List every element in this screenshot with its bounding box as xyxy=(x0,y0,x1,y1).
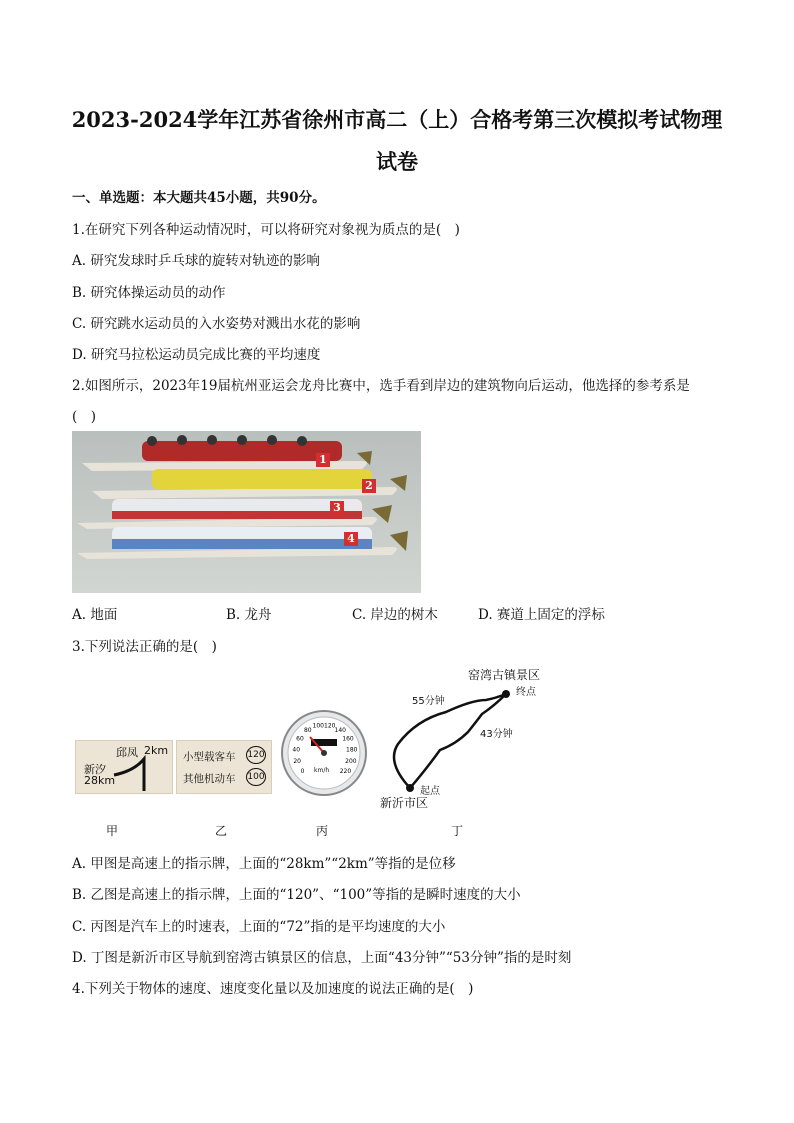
q2-stem-cont: ( ) xyxy=(72,409,97,425)
q3-option-c: C. 丙图是汽车上的时速表，上面的“72”指的是平均速度的大小 xyxy=(72,919,446,935)
map-route2: 43分钟 xyxy=(480,729,513,740)
nav-map xyxy=(376,662,546,810)
speedometer-unit: km/h xyxy=(314,767,330,774)
boat-number-4: 4 xyxy=(344,532,358,546)
q2-stem: 2.如图所示，2023年19届杭州亚运会龙舟比赛中，选手看到岸边的建筑物向后运动，他选择的参考系是 xyxy=(72,378,690,394)
q1-option-c: C. 研究跳水运动员的入水姿势对溅出水花的影响 xyxy=(72,316,361,332)
speedometer-tick-label: 120 xyxy=(324,722,336,730)
q2-option-a: A. 地面 xyxy=(72,607,118,623)
sign-jia xyxy=(75,740,173,794)
q2-option-b: B. 龙舟 xyxy=(226,607,272,623)
caption-yi: 乙 xyxy=(215,824,228,838)
sign-yi-row2: 其他机动车 xyxy=(183,773,236,785)
speedometer-tick-label: 100 xyxy=(312,722,324,730)
q2-option-d: D. 赛道上固定的浮标 xyxy=(478,607,605,623)
speedometer-tick-label: 160 xyxy=(342,735,354,743)
sign-yi-row2-val: 100 xyxy=(246,768,266,786)
map-dest: 窑湾古镇景区 xyxy=(468,668,541,682)
q1-option-b: B. 研究体操运动员的动作 xyxy=(72,285,226,301)
boat-number-1: 1 xyxy=(316,453,330,467)
sign-yi-row1: 小型载客车 xyxy=(183,751,236,763)
speedometer xyxy=(280,709,368,797)
map-start-label: 起点 xyxy=(420,786,440,797)
sign-jia-left-dist: 28km xyxy=(84,774,116,787)
q3-option-a: A. 甲图是高速上的指示牌，上面的“28km”“2km”等指的是位移 xyxy=(72,856,456,872)
sign-jia-top-place: 邱凤 xyxy=(116,746,138,759)
map-origin: 新沂市区 xyxy=(380,796,429,810)
q1-option-a: A. 研究发球时乒乓球的旋转对轨迹的影响 xyxy=(72,253,320,269)
speedometer-tick-label: 80 xyxy=(303,727,312,735)
speedometer-tick-label: 20 xyxy=(293,757,301,765)
sign-yi-row1-val: 120 xyxy=(246,746,266,764)
boat-number-3: 3 xyxy=(330,501,344,515)
speedometer-tick-label: 220 xyxy=(339,767,352,775)
speedometer-tick-label: 180 xyxy=(346,746,358,754)
dragon-boat-photo xyxy=(72,431,421,593)
speedometer-tick-label: 0 xyxy=(300,767,305,775)
sign-jia-top-dist: 2km xyxy=(144,744,169,757)
map-route1: 55分钟 xyxy=(412,696,445,707)
speedometer-tick-label: 60 xyxy=(296,735,304,743)
sign-jia-left-place: 新汐 xyxy=(84,763,106,776)
q1-stem: 1.在研究下列各种运动情况时，可以将研究对象视为质点的是( ) xyxy=(72,222,460,238)
section-heading: 一、单选题：本大题共45小题，共90分。 xyxy=(72,190,326,206)
q3-option-d: D. 丁图是新沂市区导航到窑湾古镇景区的信息，上面“43分钟”“53分钟”指的是时刻 xyxy=(72,950,572,966)
speedometer-tick-label: 200 xyxy=(345,757,357,765)
speedometer-tick-label: 140 xyxy=(334,727,346,735)
sign-yi xyxy=(176,740,272,794)
speedometer-tick-label: 40 xyxy=(292,746,301,754)
page-title: 2023-2024学年江苏省徐州市高二（上）合格考第三次模拟考试物理 xyxy=(71,107,723,132)
q3-stem: 3.下列说法正确的是( ) xyxy=(72,639,217,655)
map-start-point xyxy=(406,784,414,792)
map-end-label: 终点 xyxy=(516,687,536,698)
map-end-point xyxy=(502,690,510,698)
q4-stem: 4.下列关于物体的速度、速度变化量以及加速度的说法正确的是( ) xyxy=(72,981,474,997)
q3-option-b: B. 乙图是高速上的指示牌，上面的“120”、“100”等指的是瞬时速度的大小 xyxy=(72,887,521,903)
q2-option-c: C. 岸边的树木 xyxy=(352,607,438,623)
sign-jia-arrow-icon xyxy=(76,741,172,793)
page-title-cont: 试卷 xyxy=(376,149,418,174)
caption-jia: 甲 xyxy=(106,824,119,838)
boat-number-2: 2 xyxy=(362,479,376,493)
q1-option-d: D. 研究马拉松运动员完成比赛的平均速度 xyxy=(72,347,321,363)
caption-bing: 丙 xyxy=(316,824,329,838)
caption-ding: 丁 xyxy=(451,824,464,838)
